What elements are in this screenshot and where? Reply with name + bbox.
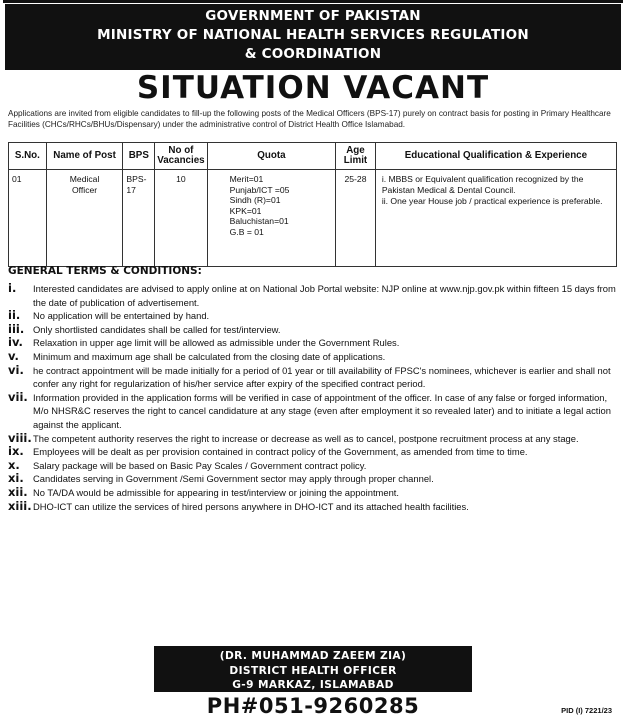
- term-number: v.: [8, 348, 19, 363]
- term-text: Employees will be dealt as per provision contained in contract policy of the Government, as amended from time to time.: [33, 446, 528, 458]
- officer-address: G-9 MARKAZ, ISLAMABAD: [232, 679, 394, 691]
- term-number: xi.: [8, 471, 24, 486]
- list-item: [8, 323, 616, 337]
- header-post: Name of Post: [46, 143, 123, 170]
- term-number: x.: [8, 457, 20, 472]
- top-divider: [3, 0, 623, 3]
- header-coordination: & COORDINATION: [244, 46, 382, 62]
- officer-designation: DISTRICT HEALTH OFFICER: [229, 664, 397, 677]
- term-text: Relaxation in upper age limit will be allowed as admissible under the Government Rules.: [33, 337, 400, 349]
- list-item: [8, 350, 616, 364]
- intro-paragraph: Applications are invited from eligible candidates to fill-up the following posts of the Medical Officers (BPS-17) purely on contract basis for posting in Primary Healthcare Facilities (CHCs/RHCs/BHUs/Dispensary) under the administrative control of District Health Office Islamabad.: [8, 109, 611, 129]
- term-text: Information provided in the application forms will be verified in case of appointment of the officer. In case of any false or forged information, M/o NHSR&C reserves the right to cancel candidature at any stage (even after employment it so revealed later) and to initiate a legal action against the applicant.: [33, 391, 611, 430]
- term-text: DHO-ICT can utilize the services of hired persons anywhere in DHO-ICT and its attached health facilities.: [33, 500, 469, 512]
- cell-post-line1: Medical: [69, 174, 100, 184]
- officer-name: (DR. MUHAMMAD ZAEEM ZIA): [219, 650, 407, 662]
- term-text: No application will be entertained by hand.: [33, 310, 210, 322]
- phone-number: PH#051-9260285: [206, 694, 420, 718]
- term-number: i.: [8, 281, 17, 295]
- term-text: No TA/DA would be admissible for appearing in test/interview or joining the appointment.: [33, 486, 399, 498]
- list-item: [8, 472, 616, 486]
- header-vacancies-line1: No of: [168, 145, 194, 156]
- table-header-row: [9, 143, 617, 170]
- header-ministry: MINISTRY OF NATIONAL HEALTH SERVICES REGULATION: [97, 27, 529, 43]
- cell-vacancies: 10: [155, 170, 207, 267]
- term-number: vii.: [8, 389, 28, 404]
- quota-item: KPK=01: [229, 205, 262, 216]
- list-item: [8, 432, 616, 446]
- pid-code: PID (I) 7221/23: [561, 706, 612, 715]
- list-item: [8, 445, 616, 459]
- term-text: The competent authority reserves the right to increase or decrease as well as to cancel, postpone recruitment process at any stage.: [33, 432, 579, 444]
- list-item: [8, 459, 616, 473]
- cell-qualification: [375, 170, 616, 267]
- term-text: he contract appointment will be made initially for a period of 01 year or till availability of FPSC's nominees, whichever is earlier and shall not confer any right for regularization of his/her service after expiry of the specified contract period.: [33, 364, 611, 390]
- term-text: Candidates serving in Government /Semi Government sector may apply through proper channel.: [33, 473, 434, 485]
- cell-quota: [207, 170, 336, 267]
- term-text: Interested candidates are advised to apply online at on National Job Portal website: NJP online at www.njp.gov.pk within fifteen 15 days from the date of publication of advertisement.: [33, 283, 616, 308]
- list-item: [8, 486, 616, 500]
- quota-item: Punjab/ICT =05: [229, 184, 290, 195]
- term-number: ii.: [8, 308, 21, 323]
- header-vacancies-line2: Vacancies: [157, 155, 205, 166]
- header-quota: Quota: [207, 143, 336, 170]
- cell-bps: BPS-17: [123, 170, 155, 267]
- terms-heading: GENERAL TERMS & CONDITIONS:: [8, 265, 202, 277]
- header-age: [336, 143, 376, 170]
- quota-item: Baluchistan=01: [229, 216, 289, 226]
- term-number: vi.: [8, 362, 24, 377]
- term-number: viii.: [8, 430, 32, 445]
- header-age-line1: Age: [346, 145, 365, 156]
- list-item: [8, 309, 616, 323]
- term-text: Only shortlisted candidates shall be called for test/interview.: [33, 323, 281, 335]
- qualification-item: i. MBBS or Equivalent qualification recognized by the Pakistan Medical & Dental Council.: [381, 174, 584, 195]
- term-number: iv.: [8, 335, 23, 350]
- term-number: ix.: [8, 444, 24, 459]
- header-bps: BPS: [123, 143, 155, 170]
- quota-item: G.B = 01: [229, 226, 264, 237]
- signature-block: [154, 646, 472, 692]
- cell-age: 25-28: [336, 170, 376, 267]
- terms-list: [8, 282, 616, 513]
- table-row: [9, 170, 617, 267]
- list-item: [8, 391, 616, 432]
- term-number: iii.: [8, 321, 25, 336]
- header-vacancies: [155, 143, 207, 170]
- page-title: SITUATION VACANT: [136, 70, 490, 106]
- header-banner: [5, 4, 621, 70]
- header-age-line2: Limit: [343, 155, 368, 166]
- term-text: Salary package will be based on Basic Pay Scales / Government contract policy.: [33, 459, 367, 471]
- list-item: [8, 364, 616, 391]
- header-qualification: Educational Qualification & Experience: [375, 143, 616, 170]
- list-item: [8, 336, 616, 350]
- qualification-item: ii. One year House job / practical experience is preferable.: [381, 196, 603, 206]
- quota-item: Merit=01: [229, 174, 264, 184]
- term-number: xii.: [8, 484, 28, 499]
- cell-post-line2: Officer: [71, 184, 98, 195]
- posts-table: [8, 142, 617, 267]
- term-number: xiii.: [8, 498, 32, 513]
- header-sno: S.No.: [9, 143, 47, 170]
- term-text: Minimum and maximum age shall be calculated from the closing date of applications.: [33, 350, 386, 362]
- list-item: [8, 500, 616, 514]
- list-item: [8, 282, 616, 309]
- cell-sno: 01: [9, 170, 47, 267]
- cell-post: [46, 170, 123, 267]
- header-government: GOVERNMENT OF PAKISTAN: [205, 8, 421, 24]
- quota-item: Sindh (R)=01: [229, 195, 281, 205]
